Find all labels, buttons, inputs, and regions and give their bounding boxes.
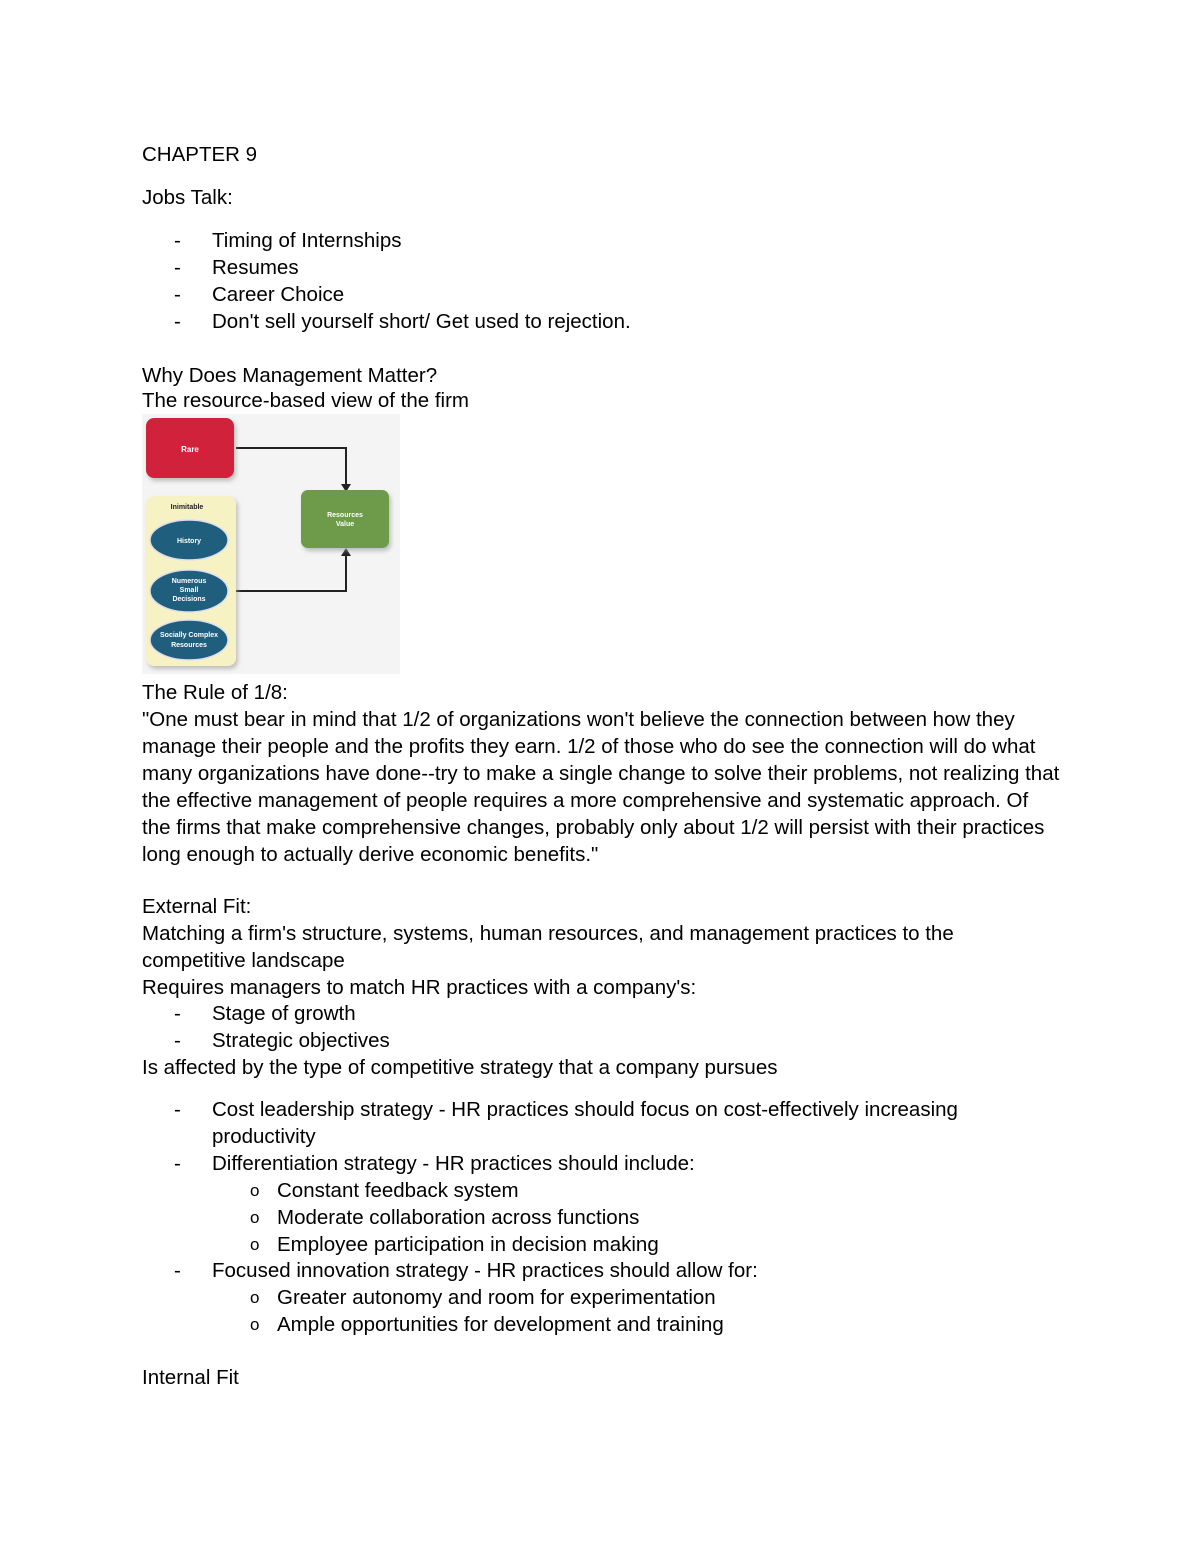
external-fit-title: External Fit: (142, 895, 252, 918)
oval-label: Numerous (171, 578, 207, 585)
list-item-text: Career Choice (212, 283, 345, 306)
oval-label: Small (179, 587, 199, 594)
circle-bullet: o (250, 1235, 260, 1254)
sub-list-item-text: Constant feedback system (277, 1179, 519, 1202)
oval-label: Decisions (172, 596, 206, 603)
chapter-heading: CHAPTER 9 (142, 143, 258, 166)
circle-bullet: o (250, 1288, 260, 1307)
sub-list-item-text: Ample opportunities for development and training (277, 1313, 724, 1336)
resource-value-label: Value (335, 521, 355, 528)
management-subtitle: The resource-based view of the firm (142, 389, 469, 412)
requires-text: Requires managers to match HR practices with a company's: (142, 976, 697, 999)
dash-bullet: - (174, 1152, 181, 1175)
internal-fit-title: Internal Fit (142, 1366, 239, 1389)
dash-bullet: - (174, 229, 181, 252)
management-question: Why Does Management Matter? (142, 364, 438, 387)
sub-list-item-text: Employee participation in decision making (277, 1233, 659, 1256)
resource-based-view-diagram (142, 414, 400, 674)
list-item-text: Resumes (212, 256, 299, 279)
sub-list-item-text: Greater autonomy and room for experimentation (277, 1286, 716, 1309)
dash-bullet: - (174, 283, 181, 306)
socially-complex-oval (150, 620, 228, 660)
list-item-text: Focused innovation strategy - HR practices should allow for: (212, 1259, 758, 1282)
circle-bullet: o (250, 1315, 260, 1334)
list-item-text: Differentiation strategy - HR practices should include: (212, 1152, 695, 1175)
list-item-text: Cost leadership strategy - HR practices should focus on cost-effectively increasing productivity (212, 1098, 958, 1148)
external-fit-definition: Matching a firm's structure, systems, human resources, and management practices to the competitive landscape (142, 922, 954, 972)
rare-label: Rare (181, 445, 199, 454)
dash-bullet: - (174, 256, 181, 279)
resource-value-box (301, 490, 389, 548)
sub-list-item-text: Moderate collaboration across functions (277, 1206, 640, 1229)
list-item-text: Stage of growth (212, 1002, 356, 1025)
affected-text: Is affected by the type of competitive strategy that a company pursues (142, 1056, 778, 1079)
oval-label: Resources (171, 642, 207, 649)
list-item-text: Timing of Internships (212, 229, 402, 252)
list-item-text: Strategic objectives (212, 1029, 390, 1052)
dash-bullet: - (174, 310, 181, 333)
resource-value-label: Resources (327, 512, 363, 519)
oval-label: Socially Complex (160, 632, 218, 639)
dash-bullet: - (174, 1029, 181, 1052)
rule-title: The Rule of 1/8: (142, 681, 288, 704)
circle-bullet: o (250, 1181, 260, 1200)
inimitable-label: Inimitable (170, 504, 204, 511)
dash-bullet: - (174, 1259, 181, 1282)
circle-bullet: o (250, 1208, 260, 1227)
list-item-text: Don't sell yourself short/ Get used to rejection. (212, 310, 631, 333)
rule-quote: "One must bear in mind that 1/2 of organizations won't believe the connection between how they manage their people and the profits they earn. 1/2 of those who do see the connection will do what many organizations have done--try to make a single change to solve their problems, not realizing that the effective management of people requires a more comprehensive and systematic approach. Of the firms that make comprehensive changes, probably only about 1/2 will persist with their practices long enough to actually derive economic benefits." (142, 708, 1060, 866)
jobs-talk-label: Jobs Talk: (142, 186, 233, 209)
oval-label: History (176, 538, 202, 545)
dash-bullet: - (174, 1002, 181, 1025)
dash-bullet: - (174, 1098, 181, 1121)
